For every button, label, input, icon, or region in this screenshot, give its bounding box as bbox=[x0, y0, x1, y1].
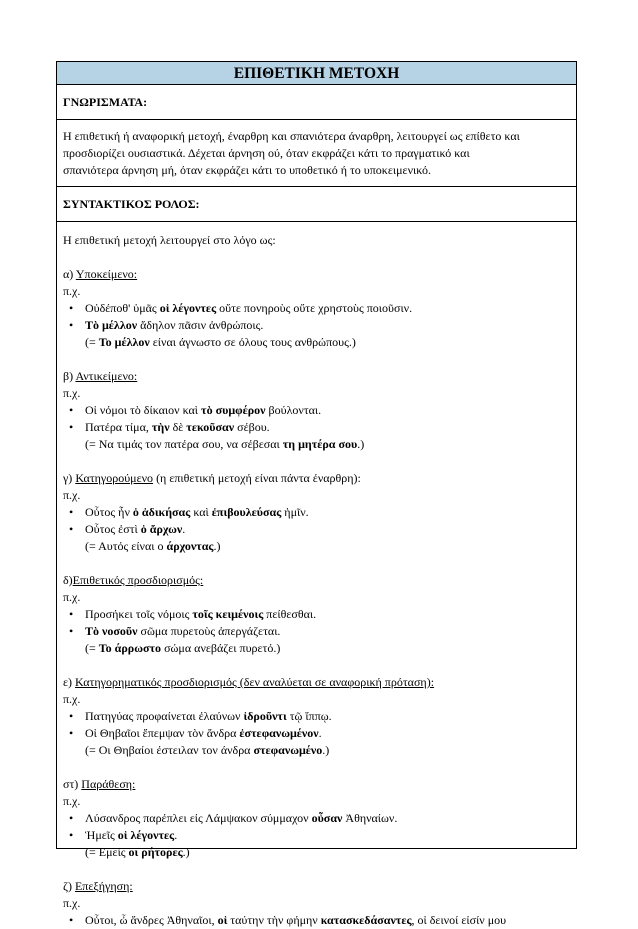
syntax-body bbox=[57, 222, 576, 929]
example-label: π.χ. bbox=[63, 284, 81, 298]
example-label: π.χ. bbox=[63, 896, 81, 910]
list-item: • Οὐδέποθ' ὑμᾶς οἱ λέγοντες οὔτε πονηροὺς οὔτε χρηστοὺς ποιοῦσιν. bbox=[69, 301, 413, 315]
list-item: • Ἡμεῖς οἱ λέγοντες. bbox=[69, 828, 178, 842]
predicate-examples bbox=[63, 504, 570, 538]
apposition-examples bbox=[63, 810, 570, 844]
example-label: π.χ. bbox=[63, 488, 81, 502]
translation-note: (= Να τιμάς τον πατέρα σου, να σέβεσαι τη μητέρα σου.) bbox=[85, 437, 365, 451]
bullet-icon: • bbox=[69, 828, 74, 842]
section-heading-syntax: ΣΥΝΤΑΚΤΙΚΟΣ ΡΟΛΟΣ: bbox=[57, 187, 576, 222]
bullet-icon: • bbox=[69, 624, 74, 638]
bullet-icon: • bbox=[69, 420, 74, 434]
object-examples bbox=[63, 402, 570, 436]
bullet-icon: • bbox=[69, 403, 74, 417]
explanation-heading: ζ) Επεξήγηση: bbox=[63, 879, 133, 893]
list-item: • Τὸ νοσοῦν σῶμα πυρετοὺς ἀπεργάζεται. bbox=[69, 624, 281, 638]
apposition-heading: στ) Παράθεση: bbox=[63, 777, 136, 791]
attributive-examples bbox=[63, 606, 570, 640]
bullet-icon: • bbox=[69, 505, 74, 519]
bullet-icon: • bbox=[69, 811, 74, 825]
predicative-attribute-examples bbox=[63, 708, 570, 742]
list-item: • Οἱ Θηβαῖοι ἔπεμψαν τὸν ἄνδρα ἐστεφανωμένον. bbox=[69, 726, 322, 740]
features-line-1: Η επιθετική ή αναφορική μετοχή, έναρθρη και σπανιότερα άναρθρη, λειτουργεί ως επίθετο και bbox=[63, 129, 520, 143]
list-item: • Πατέρα τίμα, τὴν δὲ τεκοῦσαν σέβου. bbox=[69, 420, 270, 434]
list-item: • Οὗτοι, ὦ ἄνδρες Ἀθηναῖοι, οἱ ταύτην τὴν φήμην κατασκεδάσαντες, οἱ δεινοί εἰσίν μου bbox=[69, 913, 507, 927]
predicative-attribute-heading: ε) Κατηγορηματικός προσδιορισμός (δεν αναλύεται σε αναφορική πρόταση): bbox=[63, 675, 435, 689]
bullet-icon: • bbox=[69, 726, 74, 740]
page-title: ΕΠΙΘΕΤΙΚΗ ΜΕΤΟΧΗ bbox=[57, 62, 576, 85]
bullet-icon: • bbox=[69, 607, 74, 621]
syntax-intro: Η επιθετική μετοχή λειτουργεί στο λόγο ως: bbox=[63, 233, 276, 247]
list-item: • Προσήκει τοῖς νόμοις τοῖς κειμένοις πείθεσθαι. bbox=[69, 607, 317, 621]
bullet-icon: • bbox=[69, 913, 74, 927]
bullet-icon: • bbox=[69, 301, 74, 315]
bullet-icon: • bbox=[69, 709, 74, 723]
list-item: • Πατηγύας προφαίνεται ἐλαύνων ἱδροῦντι τῷ ἵππῳ. bbox=[69, 709, 332, 723]
list-item: • Οἱ νόμοι τὸ δίκαιον καὶ τὸ συμφέρον βούλονται. bbox=[69, 403, 322, 417]
translation-note: (= Το μέλλον είναι άγνωστο σε όλους τους ανθρώπους.) bbox=[85, 335, 356, 349]
subject-heading: α) Υποκείμενο: bbox=[63, 267, 138, 281]
translation-note: (= Οι Θηβαίοι έστειλαν τον άνδρα στεφανωμένο.) bbox=[85, 743, 330, 757]
list-item: • Τὸ μέλλον ἄδηλον πᾶσιν ἀνθρώποις. bbox=[69, 318, 264, 332]
example-label: π.χ. bbox=[63, 692, 81, 706]
features-line-3: σπανιότερα άρνηση μή, όταν εκφράζει κάτι το υποθετικό ή το υποκειμενικό. bbox=[63, 163, 432, 177]
example-label: π.χ. bbox=[63, 590, 81, 604]
bullet-icon: • bbox=[69, 522, 74, 536]
explanation-examples bbox=[63, 912, 570, 929]
document-table bbox=[56, 61, 577, 927]
attributive-heading: δ)Επιθετικός προσδιορισμός: bbox=[63, 573, 204, 587]
features-line-2: προσδιορίζει ουσιαστικά. Δέχεται άρνηση ού, όταν εκφράζει κάτι το πραγματικό και bbox=[63, 146, 470, 160]
bullet-icon: • bbox=[69, 318, 74, 332]
translation-note: (= Εμείς οι ρήτορες.) bbox=[85, 845, 190, 859]
subject-examples bbox=[63, 300, 570, 334]
translation-note: (= Αυτός είναι ο άρχοντας.) bbox=[85, 539, 221, 553]
list-item: • Οὗτος ἐστὶ ὁ ἄρχων. bbox=[69, 522, 186, 536]
list-item: • Λύσανδρος παρέπλει εἰς Λάμψακον σύμμαχον οὖσαν Ἀθηναίων. bbox=[69, 811, 398, 825]
section-heading-features: ΓΝΩΡΙΣΜΑΤΑ: bbox=[57, 85, 576, 120]
example-label: π.χ. bbox=[63, 386, 81, 400]
translation-note: (= Το άρρωστο σώμα ανεβάζει πυρετό.) bbox=[85, 641, 281, 655]
features-paragraph bbox=[57, 120, 576, 187]
list-item: • Οὗτος ἦν ὁ ἀδικήσας καὶ ἐπιβουλεύσας ἡμῖν. bbox=[69, 505, 309, 519]
predicate-heading: γ) Κατηγορούμενο (η επιθετική μετοχή είναι πάντα έναρθρη): bbox=[63, 471, 361, 485]
example-label: π.χ. bbox=[63, 794, 81, 808]
object-heading: β) Αντικείμενο: bbox=[63, 369, 138, 383]
